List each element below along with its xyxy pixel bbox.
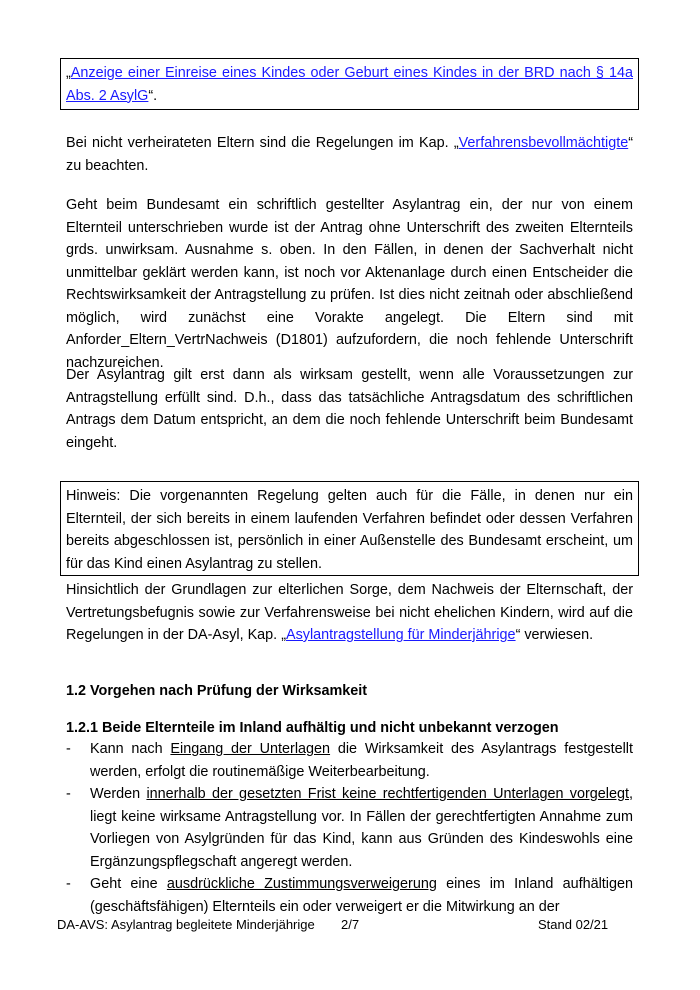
quote-open: „ bbox=[453, 135, 459, 151]
footer-page-number: 2/7 bbox=[341, 917, 360, 932]
list-item bbox=[66, 873, 633, 918]
bullet-list bbox=[66, 738, 633, 918]
quote-open: „ bbox=[66, 65, 71, 81]
footer-status: Stand 02/21 bbox=[538, 917, 609, 932]
reference-text bbox=[66, 62, 633, 107]
text: Geht eine bbox=[90, 876, 167, 892]
text: Kann nach bbox=[90, 741, 171, 757]
text: Hinsichtlich der Grundlagen zur elterlichen Sorge, dem Nachweis der Elternschaft, der Vertretungsbefugnis sowie zur Verfahrensweise bei nicht ehelichen Kindern, wird auf die Regelungen in der DA-Asyl, Kap. bbox=[66, 582, 633, 643]
dash-marker: - bbox=[66, 741, 71, 757]
text: die Wirksamkeit des Asylantrags festgestellt werden, erfolgt die routinemäßige Weiterbearbeitung. bbox=[90, 741, 633, 780]
text: eines im Inland aufhältigen (geschäftsfähigen) Elternteils ein oder verweigert er die Mitwirkung an der bbox=[90, 876, 633, 915]
paragraph-effective: Der Asylantrag gilt erst dann als wirksam gestellt, wenn alle Voraussetzungen zur Antragstellung erfüllt sind. D.h., dass das tatsächliche Antragsdatum des schriftlichen Antrags dem Datum entspricht, an dem die noch fehlende Unterschrift beim Bundesamt eingeht. bbox=[66, 367, 633, 451]
list-item bbox=[66, 738, 633, 783]
text: “ verwiesen. bbox=[515, 627, 594, 643]
heading-1-2-1: 1.2.1 Beide Elternteile im Inland aufhältig und nicht unbekannt verzogen bbox=[66, 720, 559, 736]
text: “ zu beachten. bbox=[66, 135, 633, 174]
text: Werden bbox=[90, 786, 147, 802]
underlined-text: ausdrückliche Zustimmungsverweigerung bbox=[166, 876, 437, 892]
quote-close: “. bbox=[148, 87, 158, 104]
text: , liegt keine wirksame Antragstellung vor. In Fällen der gerechtfertigten Annahme zum Vorliegen von Asylgründen für das Kind, kann aus Gründen des Kindeswohls eine Ergänzungspflegschaft angeregt werden. bbox=[90, 786, 633, 870]
underlined-text: innerhalb der gesetzten Frist keine rechtfertigenden Unterlagen vorgelegt bbox=[146, 786, 629, 802]
paragraph-signature: Geht beim Bundesamt ein schriftlich gestellter Asylantrag ein, der nur von einem Elternteil unterschrieben wurde ist der Antrag ohne Unterschrift des zweiten Elternteils grds. unwirksam. Ausnahme s. oben. In den Fällen, in denen der Sachverhalt nicht unmittelbar geklärt werden kann, ist noch vor Aktenanlage durch einen Entscheider die Rechtswirksamkeit der Antragstellung zu prüfen. Ist dies nicht zeitnah oder abschließend möglich, wird zunächst eine Vorakte angelegt. Die Eltern sind mit Anforder_Eltern_VertrNachweis (D1801) aufzufordern, die noch fehlende Unterschrift nachzureichen. bbox=[66, 197, 633, 371]
link-verfahrensbevollmaechtigte[interactable]: Verfahrensbevollmächtigte bbox=[458, 135, 629, 151]
dash-marker: - bbox=[66, 786, 71, 802]
text: Bei nicht verheirateten Eltern sind die Regelungen im Kap. bbox=[66, 135, 454, 151]
dash-marker: - bbox=[66, 876, 71, 892]
link-anzeige-einreise[interactable]: Anzeige einer Einreise eines Kindes oder Geburt eines Kindes in der BRD nach § 14a Abs. 2 AsylG bbox=[66, 65, 633, 104]
list-item bbox=[66, 783, 633, 873]
reference-box bbox=[60, 58, 639, 110]
paragraph-custody bbox=[66, 579, 633, 647]
link-asylantragstellung-minderjaehrige[interactable]: Asylantragstellung für Minderjährige bbox=[285, 627, 516, 643]
hint-box bbox=[60, 481, 639, 576]
quote-open: „ bbox=[281, 627, 286, 643]
paragraph-unmarried-parents bbox=[66, 132, 633, 177]
heading-1-2: 1.2 Vorgehen nach Prüfung der Wirksamkeit bbox=[66, 683, 368, 699]
underlined-text: Eingang der Unterlagen bbox=[170, 741, 331, 757]
footer-doc-title: DA-AVS: Asylantrag begleitete Minderjährige bbox=[57, 917, 315, 932]
hint-text: Hinweis: Die vorgenannten Regelung gelten auch für die Fälle, in denen nur ein Elternteil, der sich bereits in einem laufenden Verfahren befindet oder dessen Verfahren bereits abgeschlossen ist, persönlich in einer Außenstelle des Bundesamt erscheint, um für das Kind einen Asylantrag zu stellen. bbox=[66, 488, 633, 572]
